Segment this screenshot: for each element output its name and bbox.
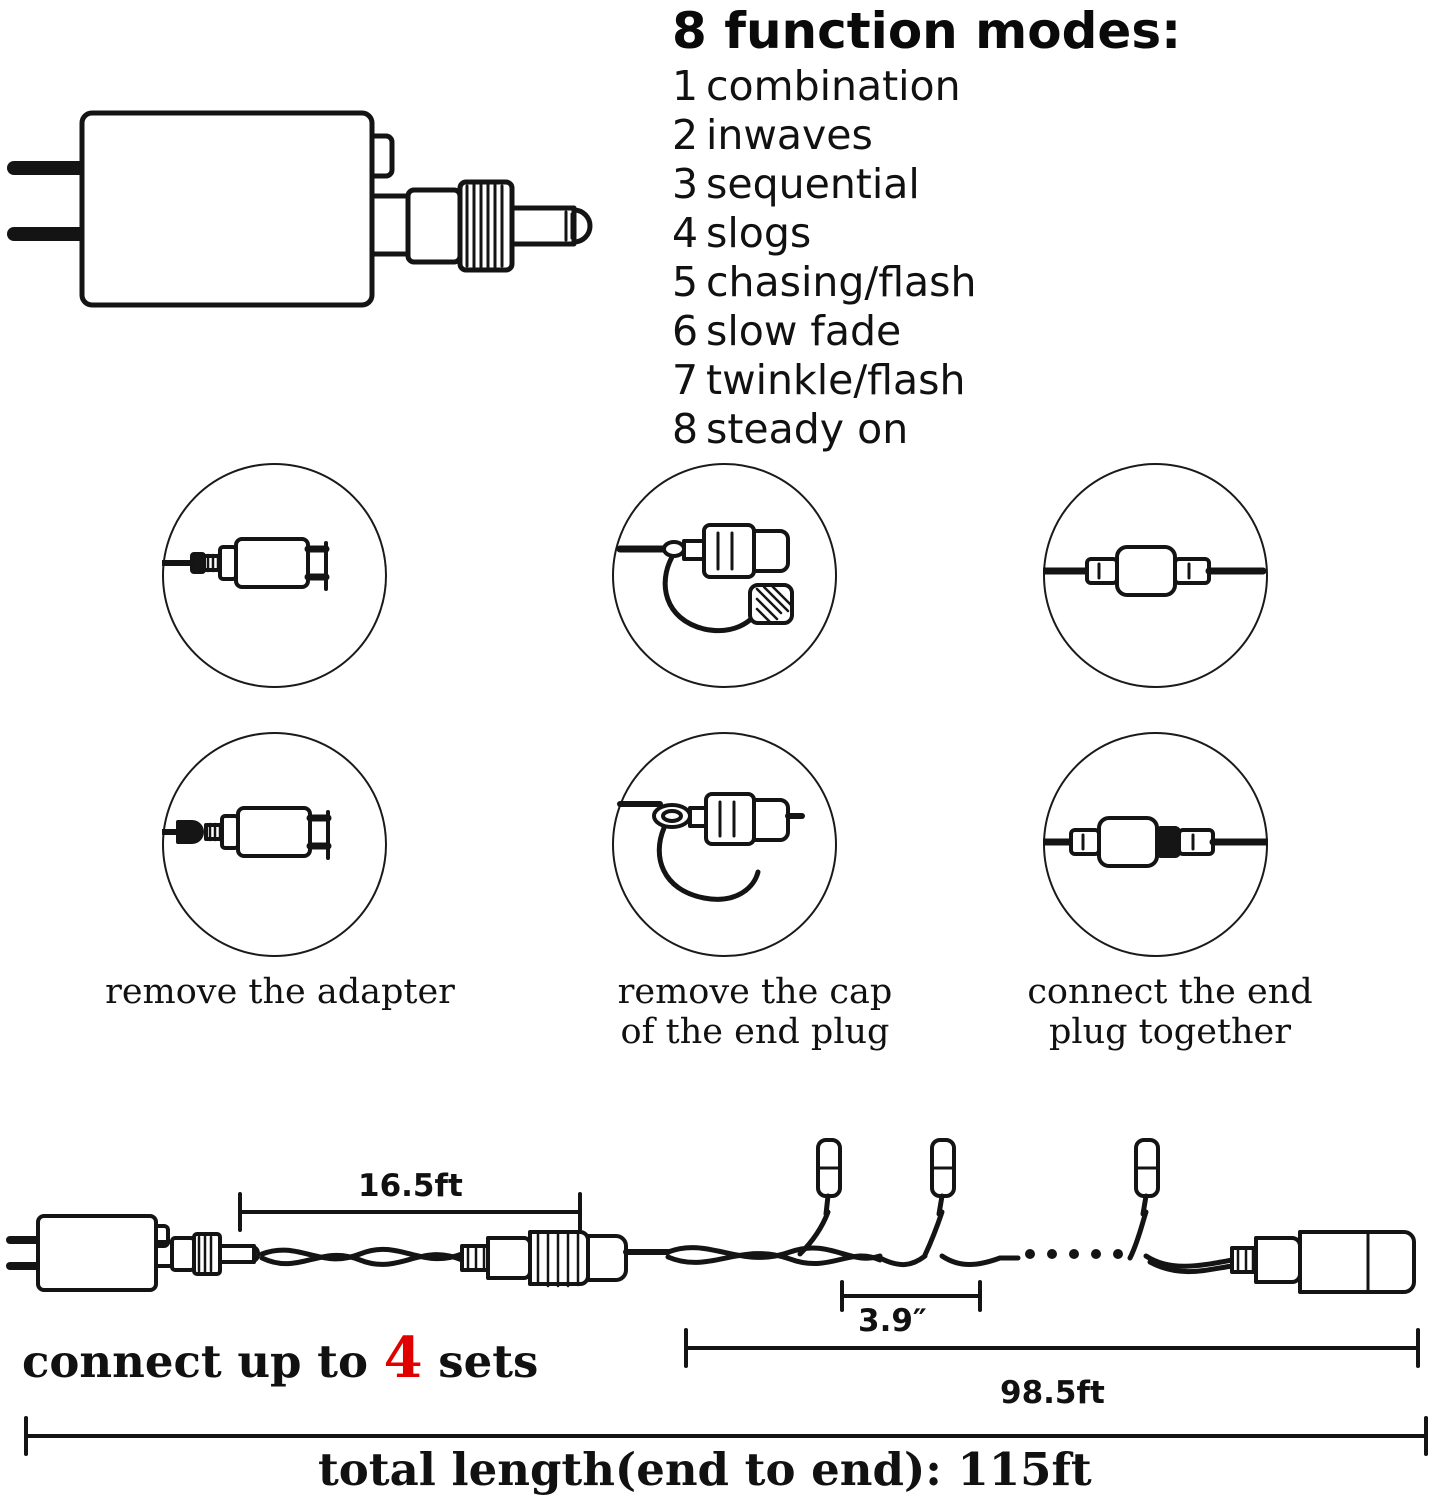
mode-number: 4: [672, 209, 699, 257]
caption-remove-cap: [560, 972, 950, 1052]
lit-length-label: 98.5ft: [1000, 1375, 1105, 1411]
mode-item: [672, 160, 1372, 209]
caption-remove-adapter: [40, 972, 520, 1012]
mode-item: [672, 258, 1372, 307]
caption-line: of the end plug: [620, 1012, 890, 1052]
mode-item: [672, 209, 1372, 258]
caption-line: remove the cap: [617, 972, 893, 1012]
mode-number: 2: [672, 111, 699, 159]
caption-line: connect the end: [1027, 972, 1313, 1012]
mode-label: sequential: [706, 160, 920, 208]
mode-item: [672, 62, 1372, 111]
mode-item: [672, 111, 1372, 160]
mode-label: combination: [706, 62, 961, 110]
mode-number: 3: [672, 160, 699, 208]
adapter-attached-illustration: [162, 463, 387, 688]
bulb-spacing-label: 3.9″: [858, 1303, 927, 1339]
mode-item: [672, 356, 1372, 405]
mode-number: 6: [672, 307, 699, 355]
mode-label: twinkle/flash: [706, 356, 966, 404]
adapter-removed-illustration: [162, 732, 387, 957]
strand-length-diagram: [0, 1120, 1445, 1497]
mode-label: chasing/flash: [706, 258, 977, 306]
mode-label: slogs: [706, 209, 812, 257]
function-modes-panel: [672, 0, 1372, 454]
mode-number: 5: [672, 258, 699, 306]
power-adapter-illustration: [0, 0, 660, 420]
mode-label: slow fade: [706, 307, 902, 355]
mode-label: steady on: [706, 405, 909, 453]
caption-line: remove the adapter: [105, 972, 455, 1012]
total-length-label: total length(end to end): 115ft: [318, 1443, 1092, 1496]
caption-connect-end-plug: [975, 972, 1365, 1052]
lead-length-label: 16.5ft: [358, 1168, 463, 1204]
mode-item: [672, 405, 1372, 454]
mode-label: inwaves: [706, 111, 873, 159]
plugs-apart-illustration: [1043, 463, 1268, 688]
connect-prefix: connect up to: [22, 1335, 368, 1388]
connect-suffix: sets: [438, 1335, 539, 1388]
mode-number: 8: [672, 405, 699, 453]
connect-sets-label: [22, 1325, 538, 1391]
mode-number: 7: [672, 356, 699, 404]
mode-item: [672, 307, 1372, 356]
mode-number: 1: [672, 62, 699, 110]
cap-removed-illustration: [612, 732, 837, 957]
plugs-connected-illustration: [1043, 732, 1268, 957]
function-modes-title: 8 function modes:: [672, 2, 1182, 60]
connect-count: 4: [383, 1325, 423, 1391]
caption-line: plug together: [1049, 1012, 1291, 1052]
endplug-capped-illustration: [612, 463, 837, 688]
